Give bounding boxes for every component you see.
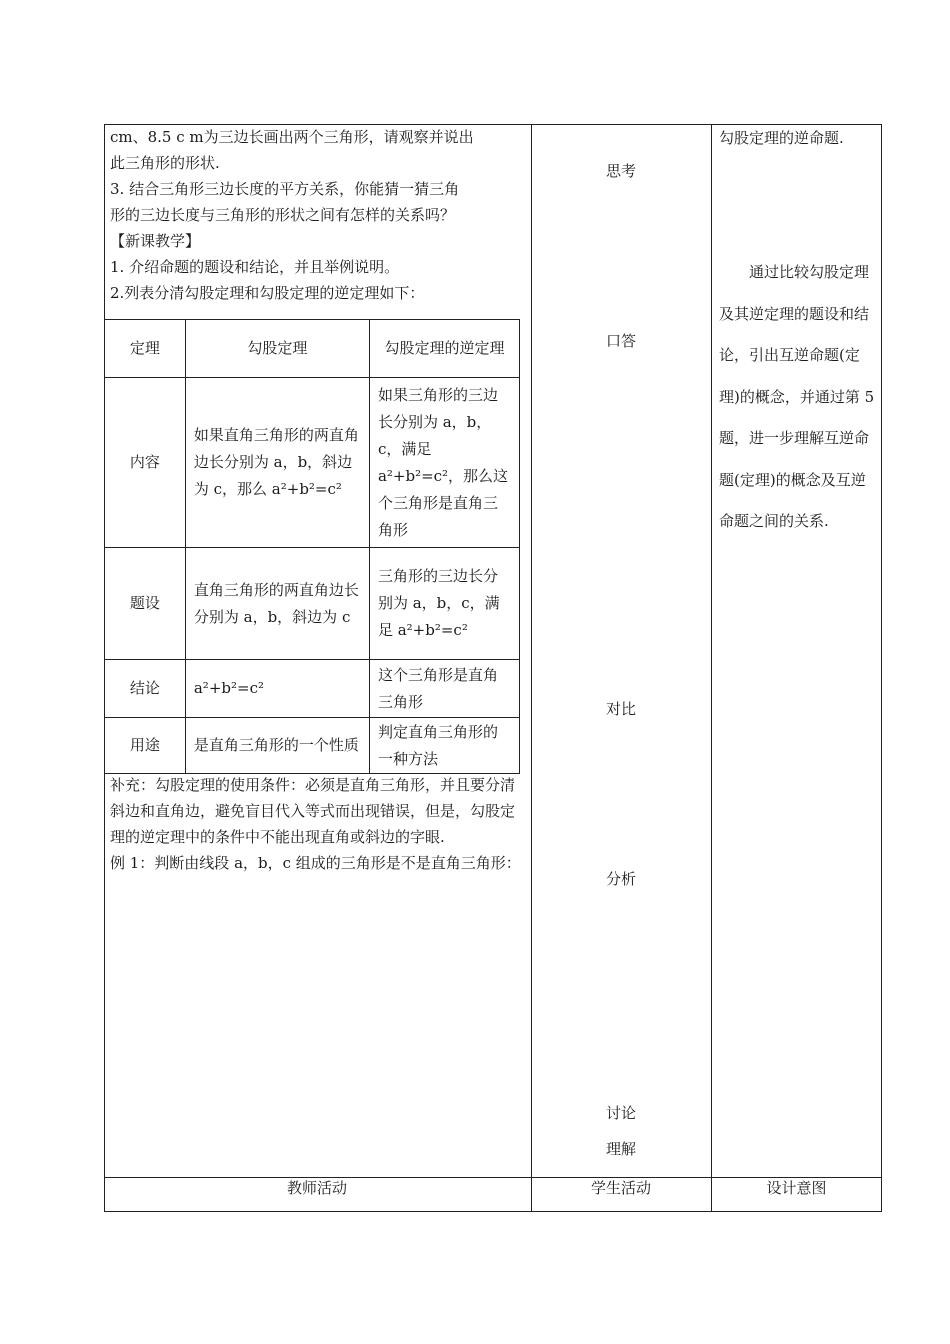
student-activity-item: 理解 — [605, 1140, 636, 1158]
table-cell: 如果三角形的三边长分别为 a，b，c，满足 a²+b²=c²，那么这个三角形是直角三角形 — [369, 378, 519, 548]
table-cell: 直角三角形的两直角边长分别为 a，b，斜边为 c — [185, 548, 369, 660]
design-intent-top: 勾股定理的逆命题. — [719, 129, 844, 147]
table-cell: a²+b²=c² — [185, 660, 369, 718]
row-label: 题设 — [105, 548, 186, 660]
table-header-row — [105, 320, 520, 378]
table-cell: 这个三角形是直角三角形 — [369, 660, 519, 718]
example-paragraph: 例 1：判断由线段 a，b，c 组成的三角形是不是直角三角形： — [110, 854, 521, 872]
table-cell: 如果直角三角形的两直角边长分别为 a，b，斜边为 c，那么 a²+b²=c² — [185, 378, 369, 548]
teacher-notes — [110, 772, 522, 876]
row-label: 用途 — [105, 718, 186, 774]
footer-teacher-activity: 教师活动 — [286, 1179, 347, 1197]
table-row — [105, 548, 520, 660]
design-intent-body: 通过比较勾股定理及其逆定理的题设和结论，引出互逆命题(定理)的概念，并通过第 5 题，进一步理解互逆命题(定理)的概念及互逆命题之间的关系. — [719, 263, 875, 530]
table-row — [105, 378, 520, 548]
student-activity-item: 思考 — [605, 162, 636, 180]
text-line: cm、8.5 c m为三边长画出两个三角形，请观察并说出 — [110, 128, 474, 146]
table-cell: 判定直角三角形的一种方法 — [369, 718, 519, 774]
text-line: 形的三边长度与三角形的形状之间有怎样的关系吗？ — [110, 206, 456, 224]
teacher-activity-column — [110, 124, 524, 306]
table-cell: 是直角三角形的一个性质 — [185, 718, 369, 774]
student-activity-item: 对比 — [605, 700, 636, 718]
row-label: 内容 — [105, 378, 186, 548]
header-cell: 勾股定理的逆定理 — [369, 320, 519, 378]
supplement-paragraph: 补充：勾股定理的使用条件：必须是直角三角形，并且要分清斜边和直角边，避免盲目代入等式而出现错误，但是，勾股定理的逆定理中的条件中不能出现直角或斜边的字眼. — [110, 776, 516, 846]
text-line: 此三角形的形状. — [110, 154, 220, 172]
table-row — [105, 718, 520, 774]
column-divider — [531, 125, 532, 1211]
footer-design-intent: 设计意图 — [766, 1179, 827, 1197]
section-heading: 【新课教学】 — [110, 232, 201, 250]
footer-student-activity: 学生活动 — [590, 1179, 651, 1197]
table-cell: 三角形的三边长分别为 a，b，c，满足 a²+b²=c² — [369, 548, 519, 660]
header-cell: 定理 — [105, 320, 186, 378]
student-activity-item: 讨论 — [605, 1104, 636, 1122]
table-row — [105, 660, 520, 718]
column-divider — [711, 125, 712, 1211]
theorem-comparison-table — [104, 319, 520, 774]
row-label: 结论 — [105, 660, 186, 718]
text-line: 2.列表分清勾股定理和勾股定理的逆定理如下： — [110, 284, 425, 302]
student-activity-item: 口答 — [605, 332, 636, 350]
text-line: 1. 介绍命题的题设和结论，并且举例说明。 — [110, 258, 400, 276]
text-line: 3. 结合三角形三边长度的平方关系，你能猜一猜三角 — [110, 180, 460, 198]
header-cell: 勾股定理 — [185, 320, 369, 378]
student-activity-item: 分析 — [605, 870, 636, 888]
